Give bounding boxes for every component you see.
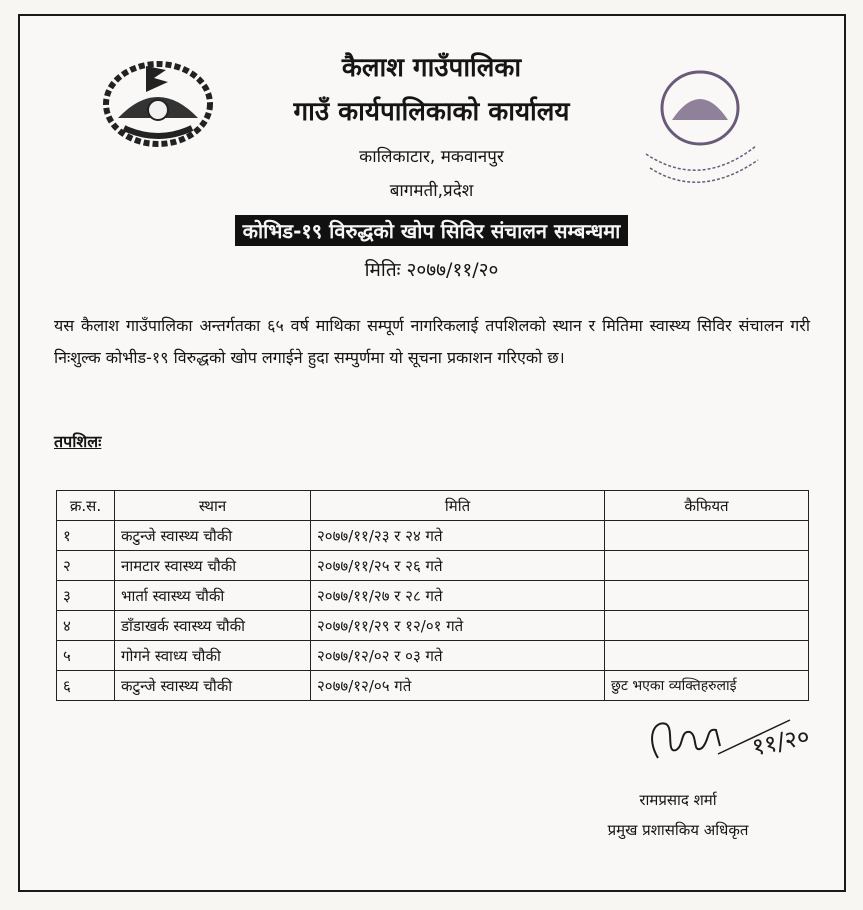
row-date: २०७७/११/२९ र १२/०१ गते — [311, 611, 605, 641]
row-place: कटुन्जे स्वास्थ्य चौकी — [115, 521, 311, 551]
notice-date: मितिः २०७७/११/२० — [364, 259, 499, 281]
schedule-table — [56, 490, 809, 701]
row-remark — [605, 611, 809, 641]
subject-banner: कोभिड-१९ विरुद्धको खोप सिविर संचालन सम्बन्धमा — [235, 215, 629, 246]
table-row — [57, 671, 809, 701]
table-row — [57, 551, 809, 581]
signatory-title: प्रमुख प्रशासकिय अधिकृत — [607, 821, 749, 839]
row-sn: १ — [57, 521, 115, 551]
header-date: मिति — [311, 491, 605, 521]
row-sn: ५ — [57, 641, 115, 671]
table-row — [57, 581, 809, 611]
table-header-row — [57, 491, 809, 521]
row-date: २०७७/१२/०५ गते — [311, 671, 605, 701]
row-place: कटुन्जे स्वास्थ्य चौकी — [115, 671, 311, 701]
row-sn: ६ — [57, 671, 115, 701]
table-row — [57, 611, 809, 641]
header-sn: क्र.स. — [57, 491, 115, 521]
row-remark — [605, 641, 809, 671]
row-date: २०७७/१२/०२ र ०३ गते — [311, 641, 605, 671]
row-place: भार्ता स्वास्थ्य चौकी — [115, 581, 311, 611]
row-remark — [605, 521, 809, 551]
signature-date: ११/२० — [749, 721, 813, 762]
row-date: २०७७/११/२५ र २६ गते — [311, 551, 605, 581]
row-remark — [605, 581, 809, 611]
row-place: डाँडाखर्क स्वास्थ्य चौकी — [115, 611, 311, 641]
row-date: २०७७/११/२३ र २४ गते — [311, 521, 605, 551]
office-address: कालिकाटार, मकवानपुर — [359, 147, 504, 167]
header-place: स्थान — [115, 491, 311, 521]
table-row — [57, 521, 809, 551]
office-province: बागमती,प्रदेश — [389, 181, 474, 201]
row-place: नामटार स्वास्थ्य चौकी — [115, 551, 311, 581]
notice-body: यस कैलाश गाउँपालिका अन्तर्गतका ६५ वर्ष माथिका सम्पूर्ण नागरिकलाई तपशिलको स्थान र मितिमा स्वास्थ्य सिविर संचालन गरी निःशुल्क कोभीड-१९ विरुद्धको खोप लगाईने हुदा सम्पुर्णमा यो सूचना प्रकाशन गरिएको छ। — [54, 316, 810, 367]
row-remark — [605, 551, 809, 581]
signatory-name: रामप्रसाद शर्मा — [639, 791, 717, 809]
row-remark: छुट भएका व्यक्तिहरुलाई — [605, 671, 809, 701]
row-sn: ३ — [57, 581, 115, 611]
handwritten-signature — [640, 710, 830, 780]
municipality-name: कैलाश गाउँपालिका — [341, 53, 522, 83]
header-remark: कैफियत — [605, 491, 809, 521]
details-label: तपशिलः — [54, 432, 102, 451]
row-sn: ४ — [57, 611, 115, 641]
table-row — [57, 641, 809, 671]
row-date: २०७७/११/२७ र २८ गते — [311, 581, 605, 611]
row-place: गोगने स्वाध्य चौकी — [115, 641, 311, 671]
office-name: गाउँ कार्यपालिकाको कार्यालय — [293, 97, 570, 127]
row-sn: २ — [57, 551, 115, 581]
